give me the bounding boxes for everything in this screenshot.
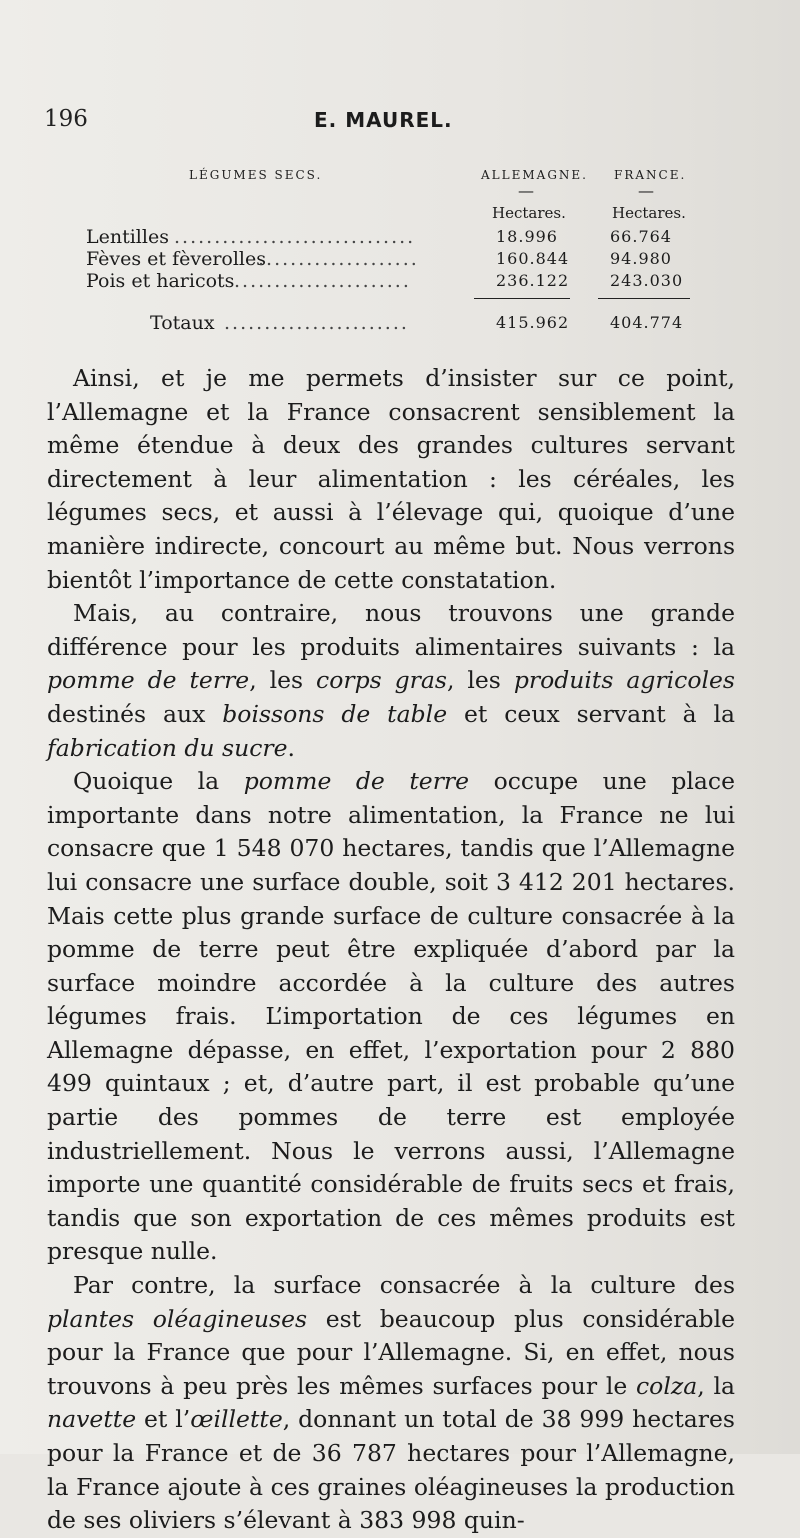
italic-run: produits agricoles bbox=[513, 666, 735, 695]
text-run: destinés aux bbox=[47, 699, 223, 728]
text-run: et l’ bbox=[136, 1405, 191, 1434]
paragraph bbox=[47, 362, 735, 597]
text-run: Par contre, la surface consacrée à la culture des bbox=[73, 1271, 735, 1300]
paragraph bbox=[47, 765, 735, 1269]
running-head: E. MAUREL. bbox=[314, 108, 453, 132]
italic-run: œillette bbox=[190, 1405, 283, 1434]
total-allemagne: 415.962 bbox=[496, 313, 570, 332]
table-row bbox=[86, 248, 706, 270]
text-run: occupe une place importante dans notre alimentation, la France ne lui consacre que 1 548 070 hectares, tandis que l’Allemagne lui consacre une surface double, soit 3 412 201 hectares. Mais cette plus grande surface de culture consacrée à la pomme de terre peut être expliquée d’abord par la surface moindre accordée à la culture des autres légumes frais. L’importation de ces légumes en Allemagne dépasse, en effet, l’exportation pour 2 880 499 quintaux ; et, d’autre part, il est probable qu’une partie des pommes de terre est employée industriellement. Nous le verrons aussi, l’Allemagne importe une quantité considérable de fruits secs et frais, tandis que son exportation de ces mêmes produits est presque nulle. bbox=[47, 767, 735, 1266]
row-leader-dots: ...................... bbox=[234, 270, 411, 292]
total-rule-allemagne bbox=[474, 298, 570, 299]
column-header-allemagne: ALLEMAGNE. bbox=[481, 168, 588, 182]
cell-allemagne: 18.996 bbox=[496, 227, 558, 246]
cell-allemagne: 160.844 bbox=[496, 249, 570, 268]
table-total-row bbox=[86, 312, 706, 334]
text-run: et ceux servant à la bbox=[447, 699, 735, 728]
page-header bbox=[44, 106, 744, 146]
total-leader-dots: ....................... bbox=[224, 312, 409, 334]
italic-run: navette bbox=[47, 1405, 137, 1434]
total-label: Totaux bbox=[150, 312, 215, 334]
text-run: , les bbox=[249, 666, 317, 695]
text-run: est beaucoup plus considérable pour la France que pour l’Allemagne. Si, en effet, nous trouvons à peu près les mêmes surfaces pour le bbox=[47, 1304, 736, 1400]
row-leader-dots: .............................. bbox=[174, 226, 416, 248]
row-label: Fèves et fèverolles bbox=[86, 248, 266, 270]
page-number: 196 bbox=[44, 106, 88, 132]
row-label: Lentilles bbox=[86, 226, 169, 248]
italic-run: colza bbox=[636, 1371, 698, 1400]
italic-run: plantes oléagineuses bbox=[47, 1304, 308, 1333]
text-run: . bbox=[287, 733, 296, 762]
italic-run: pomme de terre bbox=[243, 767, 470, 796]
italic-run: boissons de table bbox=[222, 699, 448, 728]
text-run: , les bbox=[446, 666, 514, 695]
column-header-france: FRANCE. bbox=[614, 168, 687, 182]
text-run: Mais, au contraire, nous trouvons une grande différence pour les produits alimentaires suivants : la bbox=[47, 599, 735, 661]
table-row bbox=[86, 270, 706, 292]
text-run: , la bbox=[697, 1371, 735, 1400]
row-label: Pois et haricots bbox=[86, 270, 235, 292]
table-row bbox=[86, 226, 706, 248]
cell-france: 243.030 bbox=[610, 271, 684, 290]
cell-allemagne: 236.122 bbox=[496, 271, 570, 290]
column-unit-france: Hectares. bbox=[612, 204, 686, 222]
text-run: , donnant un total de 38 999 hectares pour la France et de 36 787 hectares pour l’Allemagne, la France ajoute à ces graines oléagineuses la production de ses oliviers s’élevant à 383 998 quin- bbox=[47, 1405, 735, 1535]
text-run: Ainsi, et je me permets d’insister sur ce point, l’Allemagne et la France consacrent sensiblement la même étendue à deux des grandes cultures servant directement à leur alimentation : les céréales, les légumes secs, et aussi à l’élevage qui, quoique d’une manière indirecte, concourt au même but. Nous verrons bientôt l’importance de cette constatation. bbox=[47, 364, 735, 594]
body-text bbox=[47, 362, 735, 1538]
total-rule-france bbox=[598, 298, 690, 299]
table-title: LÉGUMES SECS. bbox=[189, 168, 323, 182]
paragraph bbox=[47, 1269, 735, 1538]
column-unit-allemagne: Hectares. bbox=[492, 204, 566, 222]
cell-france: 94.980 bbox=[610, 249, 672, 268]
column-dash-allemagne: — bbox=[518, 181, 534, 200]
italic-run: corps gras bbox=[316, 666, 447, 695]
italic-run: pomme de terre bbox=[47, 666, 250, 695]
paragraph bbox=[47, 597, 735, 765]
cell-france: 66.764 bbox=[610, 227, 672, 246]
column-dash-france: — bbox=[638, 181, 654, 200]
text-run: Quoique la bbox=[73, 767, 244, 796]
italic-run: fabrication du sucre bbox=[47, 733, 288, 762]
row-leader-dots: .................... bbox=[258, 248, 419, 270]
total-france: 404.774 bbox=[610, 313, 684, 332]
